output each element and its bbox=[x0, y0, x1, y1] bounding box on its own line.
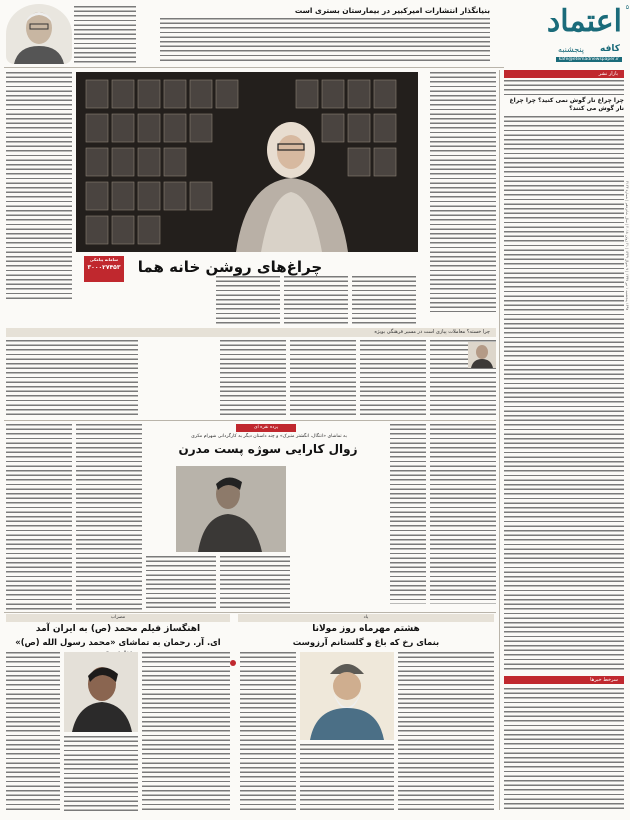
top-news-headline: بنیانگذار انتشارات امیرکبیر در بیمارستان بستری است bbox=[294, 6, 490, 15]
feature-title: چراغ‌های روشن خانه هما bbox=[137, 258, 323, 276]
masthead-email: kafe@etemadnewspaper.ir bbox=[556, 57, 622, 62]
rumi-title-2: بنمای رخ که باغ و گلستانم آرزوست bbox=[292, 637, 440, 647]
sms-number: ۳۰۰۰۲۷۴۵۳ bbox=[87, 264, 121, 271]
film-kicker: به تماشای «انتگال، انگشتر متبرک» و چند داستان دیگر به کارگردانی شهرام مکری bbox=[191, 434, 347, 439]
rumi-title-1: هشتم مهرماه روز مولانا bbox=[312, 624, 420, 634]
rumi-illustration bbox=[300, 652, 394, 740]
top-rule bbox=[4, 67, 504, 68]
rumi-tag: یاد bbox=[238, 614, 494, 622]
masthead-day: پنجشنبه bbox=[557, 45, 584, 54]
music-divider-dot bbox=[230, 660, 236, 666]
section2-col-4 bbox=[220, 340, 286, 416]
masthead-subtitle: کافه bbox=[600, 44, 620, 54]
film-tag: پرده نقره ای bbox=[236, 424, 296, 432]
section2-col-5 bbox=[6, 340, 138, 416]
columnist-photo bbox=[468, 342, 496, 368]
feature-col-a bbox=[352, 276, 416, 324]
date-line: ۱۳۹۷ پنجشنبه ۱ تیر ۱۳۹۷ | ۷ شوال ۱۴۳۹ | ۲۱ ژوئن ۲۰۱۸ | سال شانزدهم | شماره ۴۱۲۳ bbox=[625, 180, 629, 310]
top-left-column bbox=[74, 6, 136, 64]
feature-col-b bbox=[284, 276, 348, 324]
masthead bbox=[504, 4, 624, 66]
sms-label: سامانه پیامکی bbox=[89, 257, 119, 262]
film-photo bbox=[176, 466, 286, 552]
music-photo bbox=[64, 652, 138, 732]
film-col-mid-2 bbox=[220, 556, 290, 610]
author-portrait bbox=[6, 4, 72, 64]
sms-box bbox=[84, 256, 124, 282]
music-tag: مضراب bbox=[6, 614, 230, 622]
brief-news-body bbox=[504, 688, 624, 812]
lower-rule bbox=[4, 612, 496, 613]
side-column-divider bbox=[499, 70, 500, 810]
rumi-col-3 bbox=[300, 744, 394, 812]
film-title: زوال کارایی سوژه پست مدرن bbox=[178, 442, 358, 456]
dialogue-bar: چرا خسته؟ معاملات پیازی است در مسیر فرهنگی بویژه bbox=[6, 328, 496, 337]
music-col-3 bbox=[64, 736, 138, 812]
music-col-2 bbox=[6, 652, 60, 812]
section2-col-3 bbox=[290, 340, 356, 416]
rumi-col-2 bbox=[240, 652, 296, 812]
section2-col-2 bbox=[360, 340, 426, 416]
top-news-body bbox=[160, 18, 490, 62]
film-col-right-2 bbox=[390, 424, 426, 604]
film-col-right-1 bbox=[430, 424, 496, 604]
side-column-tag: بازار نشر bbox=[504, 70, 624, 78]
feature-col-right-1 bbox=[430, 72, 496, 312]
film-col-mid-1 bbox=[146, 556, 216, 610]
feature-col-c bbox=[216, 276, 280, 324]
music-col-1 bbox=[142, 652, 230, 812]
rumi-col-1 bbox=[398, 652, 494, 812]
music-title-1: اهنگساز فیلم محمد (ص) به ایران آمد bbox=[35, 624, 201, 634]
side-column-headline: چرا چراغ نار گوش نمی کنید؟ چرا چراغ نار گوش می کنند؟ bbox=[509, 97, 624, 112]
side-column-body bbox=[504, 116, 624, 672]
page-number: ۵ bbox=[625, 4, 629, 11]
masthead-logo: اعتماد bbox=[546, 4, 622, 39]
music-title-2: ای. آر. رحمان به تماشای «محمد رسول الله (ص)» bbox=[15, 637, 221, 647]
feature-photo bbox=[76, 72, 418, 252]
brief-news-bar: سرخط خبرها bbox=[504, 676, 624, 684]
feature-left-column bbox=[6, 72, 72, 300]
side-column-intro bbox=[504, 80, 624, 96]
film-col-left-1 bbox=[6, 424, 72, 610]
mid-rule bbox=[4, 420, 496, 421]
film-col-left-2 bbox=[76, 424, 142, 610]
